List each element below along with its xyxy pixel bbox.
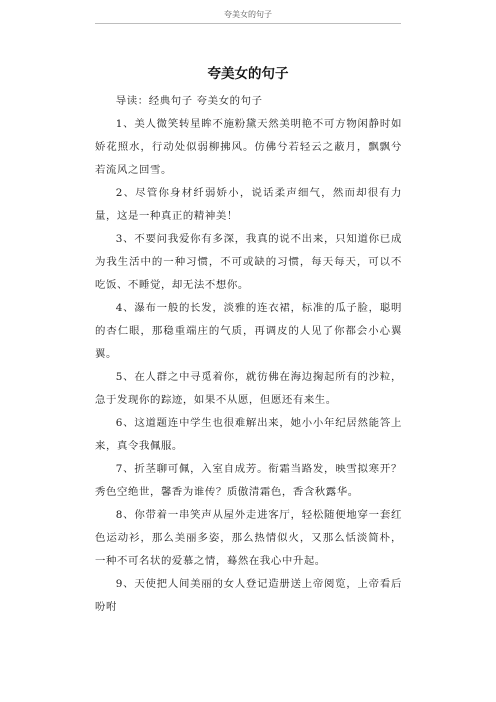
running-header: 夸美女的句子 [224,10,272,19]
header-divider [95,23,401,24]
paragraph: 4、瀑布一般的长发，淡雅的连衣裙，标准的瓜子脸，聪明的杏仁眼，那稳重端庄的气质，再调皮的人见了你都会小心翼翼。 [95,302,402,360]
document-body [95,90,402,619]
paragraph: 8、你带着一串笑声从屋外走进客厅，轻松随便地穿一套红色运动衫，那么美丽多姿，那么热情似火，又那么恬淡简朴，一种不可名状的爱慕之情，蓦然在我心中升起。 [95,509,402,567]
paragraph: 9、天使把人间美丽的女人登记造册送上帝阅览，上帝看后吩咐 [95,578,402,613]
paragraph: 3、不要问我爱你有多深，我真的说不出来，只知道你已成为我生活中的一种习惯，不可或缺的习惯，每天每天，可以不吃饭、不睡觉，却无法不想你。 [95,233,402,291]
document-title: 夸美女的句子 [207,66,289,82]
paragraph: 7、折茎聊可佩，入室自成芳。衔霜当路发，映雪拟寒开？秀色空绝世，馨香为谁传？质傲清霜色，香含秋露华。 [95,463,402,498]
paragraph: 2、尽管你身材纤弱娇小，说话柔声细气，然而却很有力量，这是一种真正的精神美！ [95,187,402,222]
paragraph: 5、在人群之中寻觅着你，就彷佛在海边掬起所有的沙粒，急于发现你的踪迹，如果不从愿，但愿还有来生。 [95,371,402,406]
intro-line: 导读：经典句子 夸美女的句子 [115,95,263,107]
paragraph: 6、这道题连中学生也很难解出来，她小小年纪居然能答上来，真令我佩服。 [95,417,402,452]
paragraph: 1、美人微笑转星眸不施粉黛天然美明艳不可方物闲静时如娇花照水，行动处似弱柳拂风。仿佛兮若轻云之蔽月，飘飘兮若流风之回雪。 [95,118,402,176]
